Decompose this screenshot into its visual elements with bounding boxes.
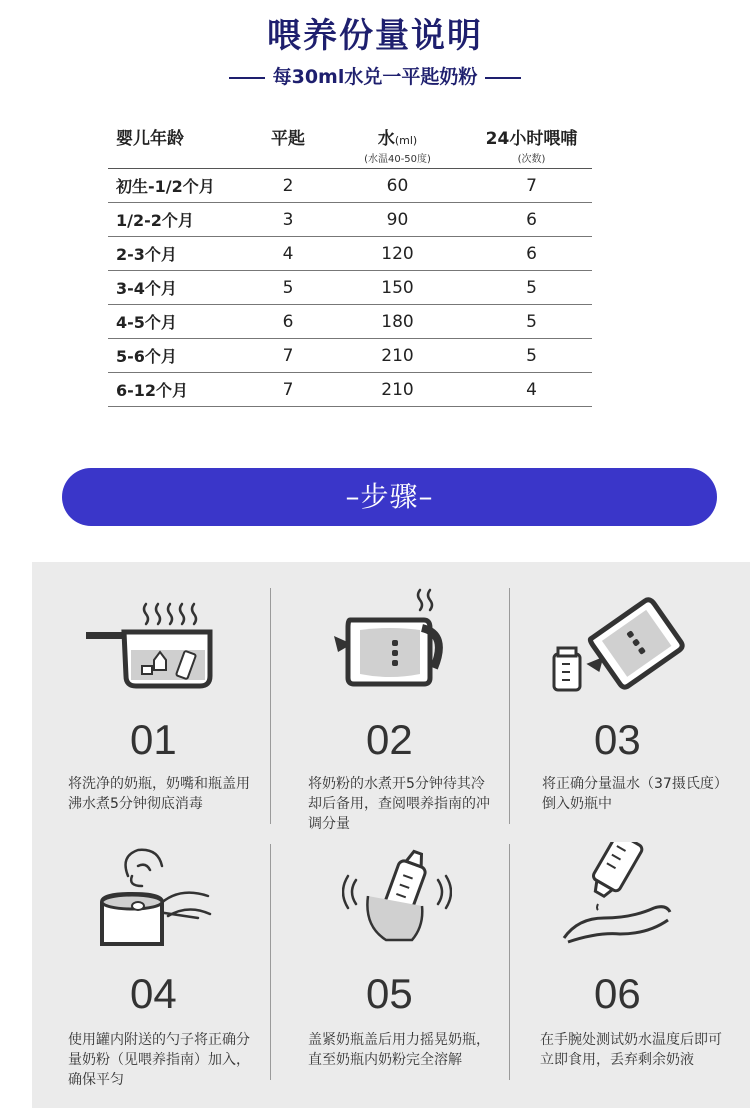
step-description: 将正确分量温水（37摄氏度）倒入奶瓶中 (542, 776, 728, 812)
step-number: 02 (366, 716, 413, 763)
cell-feeds: 5 (471, 271, 592, 305)
header-age: 婴儿年龄 (108, 118, 252, 169)
cell-scoops: 5 (252, 271, 324, 305)
header-scoops: 平匙 (252, 118, 324, 169)
cell-scoops: 3 (252, 203, 324, 237)
cell-scoops: 4 (252, 237, 324, 271)
cell-water: 60 (324, 169, 471, 203)
wrist-test-icon (558, 842, 678, 950)
cell-water: 150 (324, 271, 471, 305)
cell-age: 6-12个月 (108, 373, 252, 407)
step-number: 03 (594, 716, 641, 763)
step-description: 在手腕处测试奶水温度后即可立即食用，丢弃剩余奶液 (540, 1032, 722, 1068)
cell-scoops: 6 (252, 305, 324, 339)
subtitle-dash-right (485, 77, 521, 79)
table-row (108, 203, 592, 237)
step-number: 06 (594, 970, 641, 1017)
boiling-pot-icon (84, 598, 224, 690)
header-feeds-note: (次数) (517, 154, 546, 165)
cell-feeds: 5 (471, 305, 592, 339)
cell-feeds: 5 (471, 339, 592, 373)
table-row (108, 339, 592, 373)
steps-banner: –步骤– (62, 468, 717, 526)
step-number: 04 (130, 970, 177, 1017)
kettle-icon (330, 586, 450, 690)
steps-panel (32, 562, 750, 1108)
step-description: 使用罐内附送的勺子将正确分量奶粉（见喂养指南）加入，确保平匀 (68, 1032, 250, 1088)
header-water (324, 118, 471, 169)
cell-age: 1/2-2个月 (108, 203, 252, 237)
table-row (108, 271, 592, 305)
cell-water: 180 (324, 305, 471, 339)
shake-bottle-icon (342, 846, 452, 946)
header-feeds-label: 24小时喂哺 (485, 129, 578, 149)
page-title: 喂养份量说明 (267, 16, 483, 56)
subtitle-dash-left (229, 77, 265, 79)
feeding-table (108, 118, 592, 407)
cell-age: 3-4个月 (108, 271, 252, 305)
cell-age: 2-3个月 (108, 237, 252, 271)
cell-age: 5-6个月 (108, 339, 252, 373)
scoop-can-icon (98, 846, 228, 946)
header-water-note: (水温40-50度) (364, 154, 431, 165)
step-description: 将奶粉的水煮开5分钟待其冷却后备用，查阅喂养指南的冲调分量 (308, 776, 490, 832)
cell-water: 120 (324, 237, 471, 271)
cell-feeds: 6 (471, 203, 592, 237)
page-subtitle (0, 62, 750, 89)
table-row (108, 169, 592, 203)
cell-age: 4-5个月 (108, 305, 252, 339)
table-row (108, 373, 592, 407)
cell-scoops: 2 (252, 169, 324, 203)
step-description: 将洗净的奶瓶，奶嘴和瓶盖用沸水煮5分钟彻底消毒 (68, 776, 250, 812)
step-number: 05 (366, 970, 413, 1017)
cell-water: 210 (324, 339, 471, 373)
cell-age: 初生-1/2个月 (108, 169, 252, 203)
table-row (108, 305, 592, 339)
table-header-row (108, 118, 592, 169)
cell-feeds: 7 (471, 169, 592, 203)
divider (509, 844, 510, 1080)
cell-scoops: 7 (252, 339, 324, 373)
header-water-unit: (ml) (394, 134, 418, 147)
divider (270, 844, 271, 1080)
cell-water: 210 (324, 373, 471, 407)
table-row (108, 237, 592, 271)
divider (509, 588, 510, 824)
step-number: 01 (130, 716, 177, 763)
subtitle-text: 每30ml水兑一平匙奶粉 (272, 66, 478, 88)
divider (270, 588, 271, 824)
cell-feeds: 4 (471, 373, 592, 407)
header-water-label: 水 (377, 129, 395, 149)
cell-water: 90 (324, 203, 471, 237)
step-description: 盖紧奶瓶盖后用力摇晃奶瓶，直至奶瓶内奶粉完全溶解 (308, 1032, 490, 1068)
cell-scoops: 7 (252, 373, 324, 407)
pour-kettle-icon (548, 590, 688, 694)
header-feeds (471, 118, 592, 169)
cell-feeds: 6 (471, 237, 592, 271)
